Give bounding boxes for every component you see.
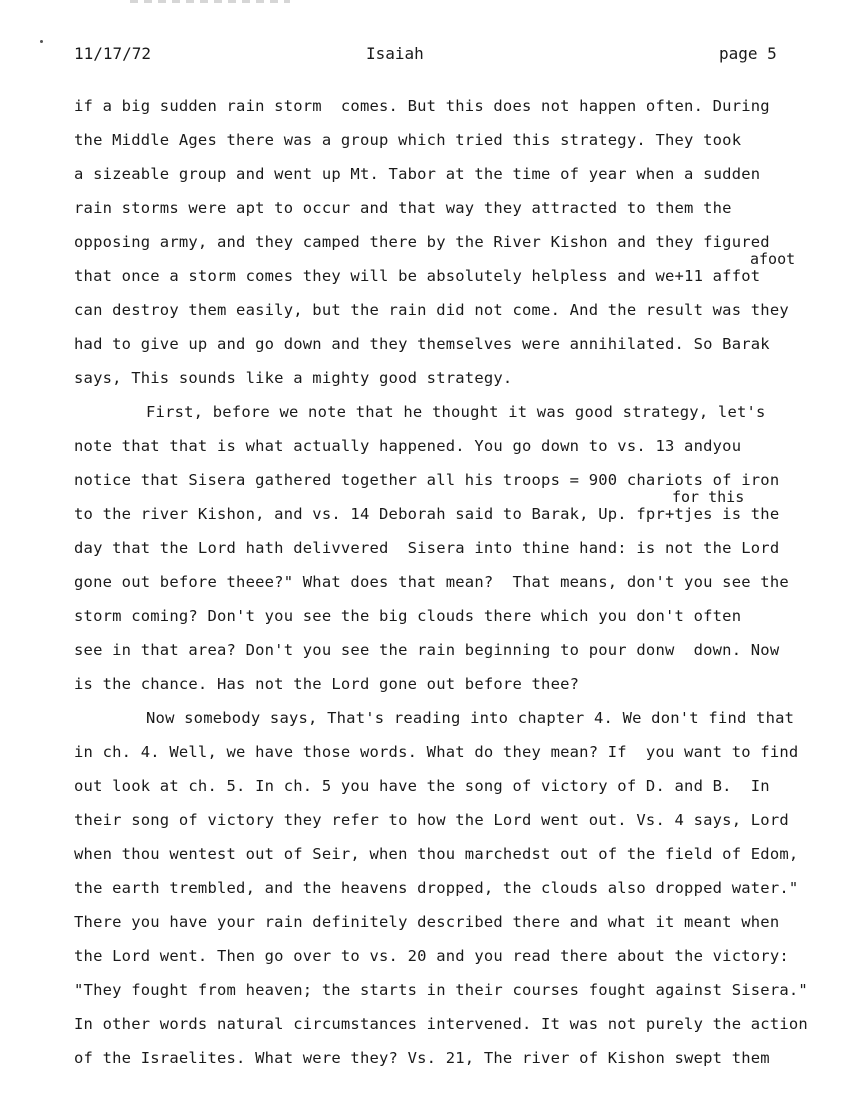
text-line: to the river Kishon, and vs. 14 Deborah said to Barak, Up. fpr+tjes is the (74, 505, 780, 523)
text-line: is the chance. Has not the Lord gone out before thee? (74, 675, 580, 693)
text-line: gone out before theee?" What does that mean? That means, don't you see the (74, 573, 789, 591)
text-line: First, before we note that he thought it was good strategy, let's (146, 403, 766, 421)
handwritten-insert-for-this: for this (672, 488, 745, 506)
text-line: can destroy them easily, but the rain did not come. And the result was they (74, 301, 789, 319)
text-line: when thou wentest out of Seir, when thou marchedst out of the field of Edom, (74, 845, 799, 863)
header-page-number: page 5 (719, 44, 777, 63)
text-line: storm coming? Don't you see the big clouds there which you don't often (74, 607, 742, 625)
scan-artifact (130, 0, 290, 3)
text-line: the Middle Ages there was a group which tried this strategy. They took (74, 131, 742, 149)
text-line: of the Israelites. What were they? Vs. 21, The river of Kishon swept them (74, 1049, 770, 1067)
text-line: "They fought from heaven; the starts in their courses fought against Sisera." (74, 981, 808, 999)
handwritten-insert-afoot: afoot (750, 250, 796, 268)
header-title: Isaiah (366, 44, 424, 63)
text-line: a sizeable group and went up Mt. Tabor at the time of year when a sudden (74, 165, 761, 183)
text-line: the Lord went. Then go over to vs. 20 and you read there about the victory: (74, 947, 789, 965)
text-line: out look at ch. 5. In ch. 5 you have the song of victory of D. and B. In (74, 777, 770, 795)
text-line: the earth trembled, and the heavens dropped, the clouds also dropped water." (74, 879, 799, 897)
text-line: if a big sudden rain storm comes. But this does not happen often. During (74, 97, 770, 115)
text-line: Now somebody says, That's reading into chapter 4. We don't find that (146, 709, 795, 727)
text-line: opposing army, and they camped there by the River Kishon and they figured (74, 233, 770, 251)
text-line: day that the Lord hath delivvered Sisera into thine hand: is not the Lord (74, 539, 780, 557)
text-line: that once a storm comes they will be absolutely helpless and we+11 affot (74, 267, 761, 285)
text-line: rain storms were apt to occur and that way they attracted to them the (74, 199, 732, 217)
text-line: There you have your rain definitely described there and what it meant when (74, 913, 780, 931)
text-line: had to give up and go down and they themselves were annihilated. So Barak (74, 335, 770, 353)
text-line: notice that Sisera gathered together all his troops = 900 chariots of iron (74, 471, 780, 489)
scan-dot (40, 40, 43, 43)
text-line: In other words natural circumstances intervened. It was not purely the action (74, 1015, 808, 1033)
text-line: their song of victory they refer to how the Lord went out. Vs. 4 says, Lord (74, 811, 789, 829)
header-date: 11/17/72 (74, 44, 152, 63)
text-line: note that that is what actually happened. You go down to vs. 13 andyou (74, 437, 742, 455)
text-line: in ch. 4. Well, we have those words. What do they mean? If you want to find (74, 743, 799, 761)
page-header (0, 44, 854, 68)
text-line: see in that area? Don't you see the rain beginning to pour donw down. Now (74, 641, 780, 659)
text-line: says, This sounds like a mighty good strategy. (74, 369, 513, 387)
